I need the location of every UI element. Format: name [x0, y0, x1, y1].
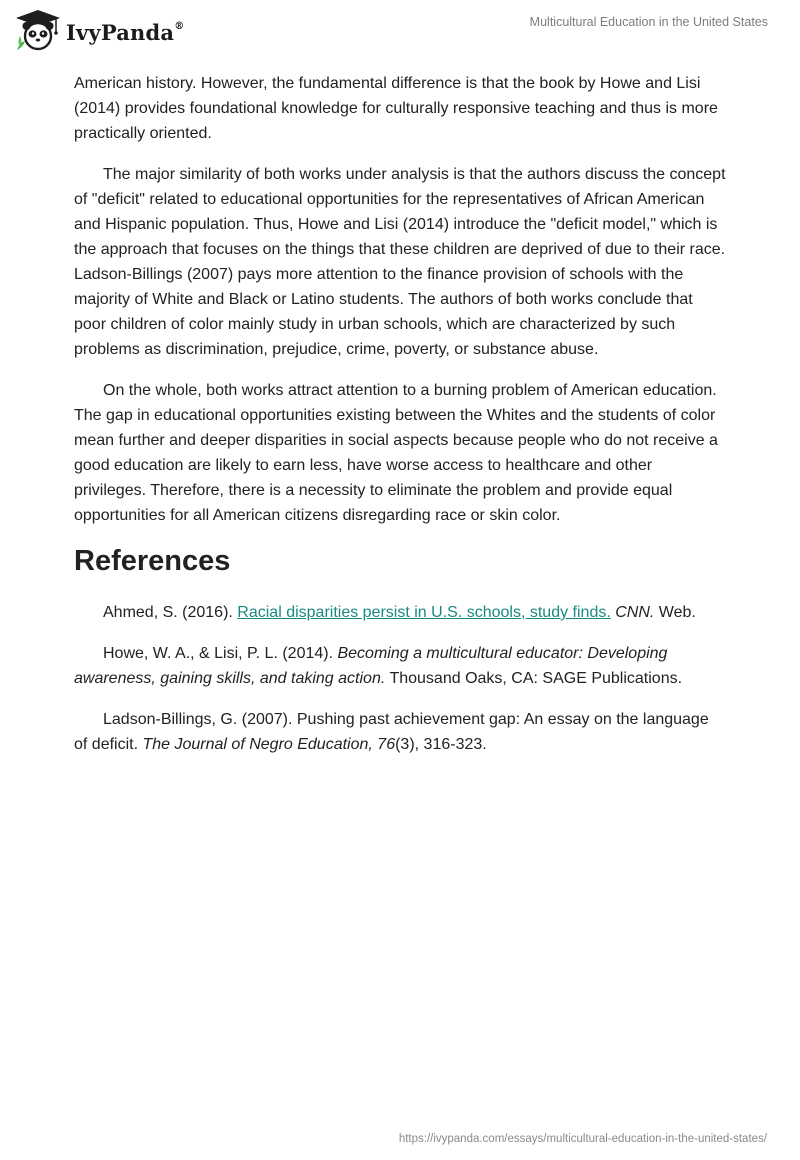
source-url: https://ivypanda.com/essays/multicultural-education-in-the-united-states/	[398, 1133, 767, 1145]
reference-item: Ladson-Billings, G. (2007). Pushing past achievement gap: An essay on the language of deficit. The Journal of Negro Education, 76(3), 316-323.	[74, 711, 709, 753]
body-paragraph: On the whole, both works attract attention to a burning problem of American education. The gap in educational opportunities existing between the Whites and the students of color mean further and deeper disparities in social aspects because people who do not receive a good education are likely to earn less, have worse access to healthcare and other privileges. Therefore, there is a necessity to eliminate the problem and provide equal opportunities for all American citizens disregarding race or skin color.	[74, 382, 718, 524]
page-header	[0, 0, 800, 60]
reference-link[interactable]: Racial disparities persist in U.S. schools, study finds.	[237, 604, 611, 621]
document-title: Multicultural Education in the United States	[529, 15, 768, 29]
reference-item: Ahmed, S. (2016). Racial disparities persist in U.S. schools, study finds. CNN. Web.	[103, 604, 696, 621]
references-heading: References	[74, 545, 231, 577]
body-paragraph: American history. However, the fundamental difference is that the book by Howe and Lisi (2014) provides foundational knowledge for culturally responsive teaching and thus is more practically oriented.	[74, 75, 718, 142]
registered-mark: ®	[174, 20, 185, 32]
body-paragraph: The major similarity of both works under analysis is that the authors discuss the concept of "deficit" related to educational opportunities for the representatives of African American and Hispanic population. Thus, Howe and Lisi (2014) introduce the "deficit model," which is the approach that focuses on the things that these children are deprived of due to their race. Ladson-Billings (2007) pays more attention to the finance provision of schools with the majority of White and Black or Latino students. The authors of both works conclude that poor children of color mainly study in urban schools, which are characterized by such problems as discrimination, prejudice, crime, poverty, or substance abuse.	[74, 166, 726, 358]
essay-content	[74, 71, 726, 773]
brand-name: IvyPanda®	[66, 19, 185, 45]
ivypanda-logo[interactable]	[14, 8, 184, 52]
panda-graduate-icon	[14, 8, 62, 52]
reference-item: Howe, W. A., & Lisi, P. L. (2014). Becoming a multicultural educator: Developing awareness, gaining skills, and taking action. Thousand Oaks, CA: SAGE Publications.	[74, 645, 683, 687]
